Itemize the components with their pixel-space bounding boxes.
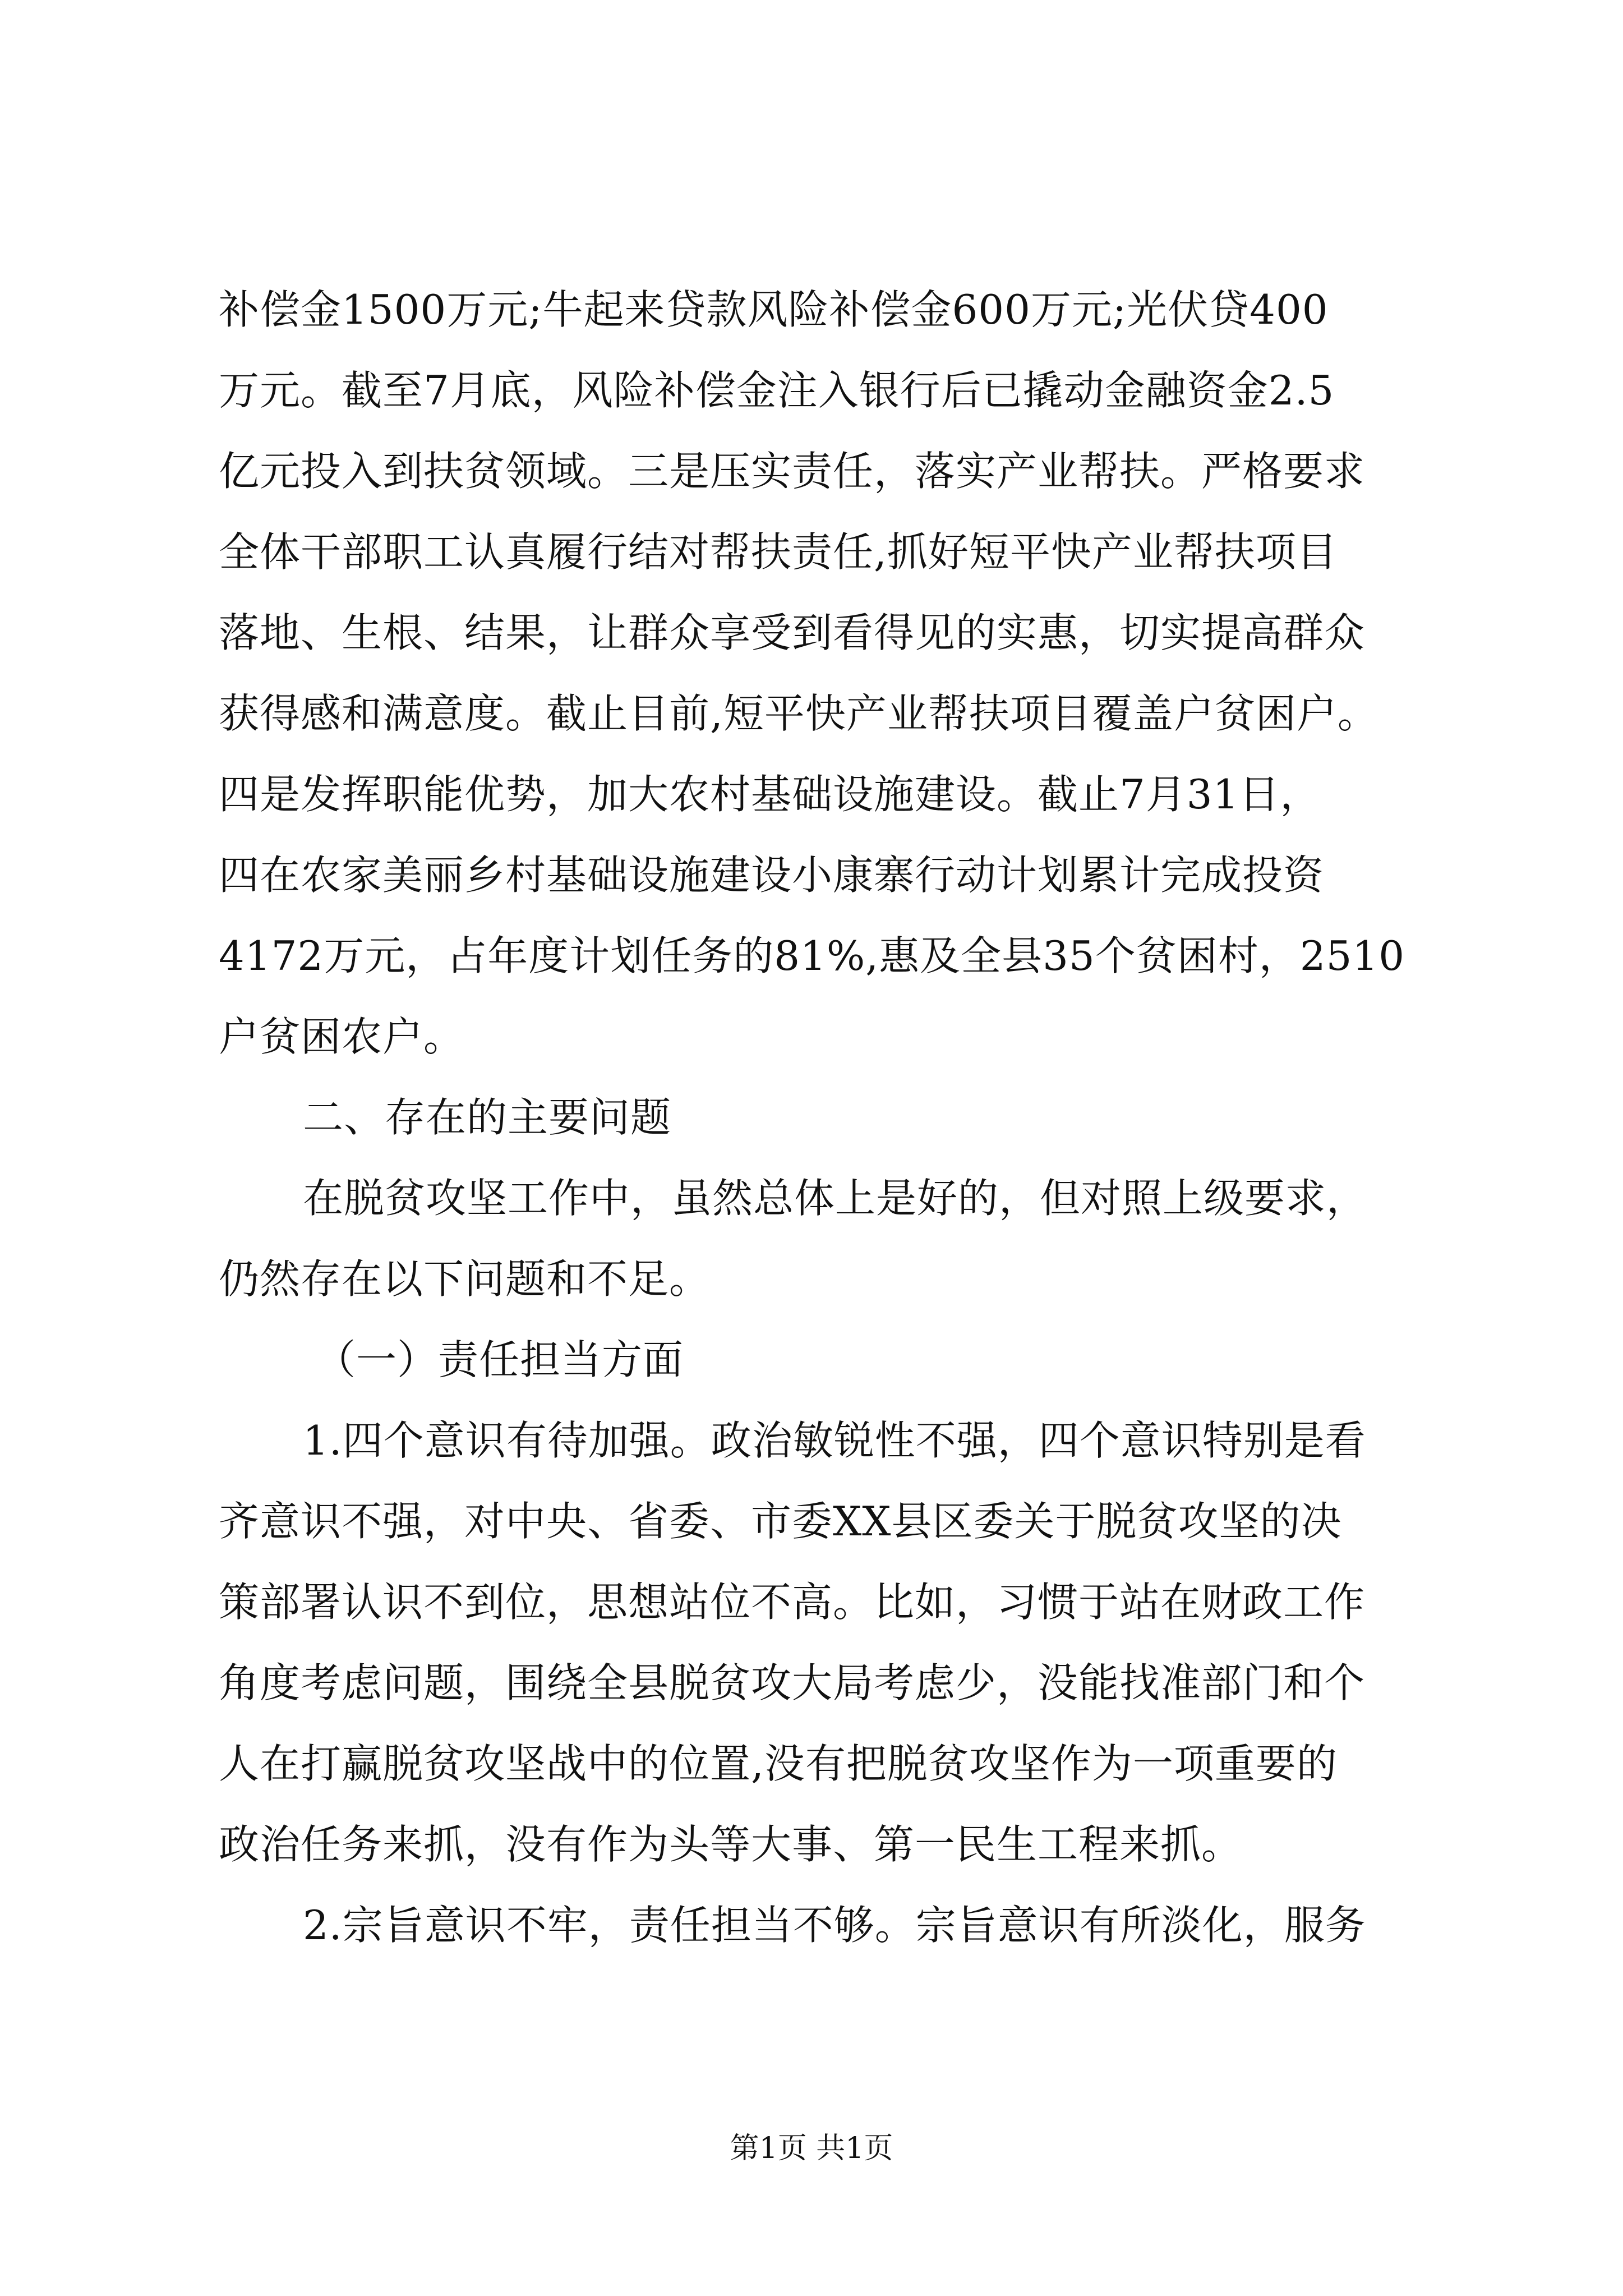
page-footer: 第1页 共1页 (730, 2132, 893, 2165)
text-line: 角度考虑问题，围绕全县脱贫攻大局考虑少，没能找准部门和个 (219, 1659, 1366, 1706)
text-line: 人在打赢脱贫攻坚战中的位置,没有把脱贫攻坚作为一项重要的 (219, 1740, 1338, 1787)
text-line: 万元。截至7月底，风险补偿金注入银行后已撬动金融资金2.5 (219, 367, 1335, 414)
text-line: 仍然存在以下问题和不足。 (219, 1255, 711, 1303)
text-line: 4172万元，占年度计划任务的81%,惠及全县35个贫困村，2510 (219, 932, 1405, 979)
text-line: 户贫困农户。 (219, 1013, 465, 1060)
text-line: 四在农家美丽乡村基础设施建设小康寨行动计划累计完成投资 (219, 852, 1325, 899)
text-line: 亿元投入到扶贫领域。三是压实责任，落实产业帮扶。严格要求 (219, 448, 1366, 495)
text-line: 政治任务来抓，没有作为头等大事、第一民生工程来抓。 (219, 1821, 1243, 1868)
document-body (219, 269, 1430, 1966)
text-line: 获得感和满意度。截止目前,短平快产业帮扶项目覆盖户贫困户。 (219, 690, 1378, 737)
text-line: 全体干部职工认真履行结对帮扶责任,抓好短平快产业帮扶项目 (219, 528, 1338, 576)
text-line: 1.四个意识有待加强。政治敏锐性不强，四个意识特别是看 (303, 1417, 1366, 1464)
text-line: 2.宗旨意识不牢，责任担当不够。宗旨意识有所淡化，服务 (303, 1902, 1366, 1949)
text-line: 四是发挥职能优势，加大农村基础设施建设。截止7月31日， (219, 771, 1321, 818)
text-line: 落地、生根、结果，让群众享受到看得见的实惠，切实提高群众 (219, 609, 1366, 656)
section-heading: 二、存在的主要问题 (303, 1094, 672, 1141)
text-line: 齐意识不强，对中央、省委、市委XX县区委关于脱贫攻坚的决 (219, 1498, 1342, 1545)
text-line: 补偿金1500万元;牛起来贷款风险补偿金600万元;光伏贷400 (219, 286, 1329, 333)
text-line: 策部署认识不到位，思想站位不高。比如，习惯于站在财政工作 (219, 1579, 1366, 1626)
subsection-heading: （一）责任担当方面 (315, 1336, 684, 1383)
text-line: 在脱贫攻坚工作中，虽然总体上是好的，但对照上级要求， (303, 1175, 1368, 1222)
